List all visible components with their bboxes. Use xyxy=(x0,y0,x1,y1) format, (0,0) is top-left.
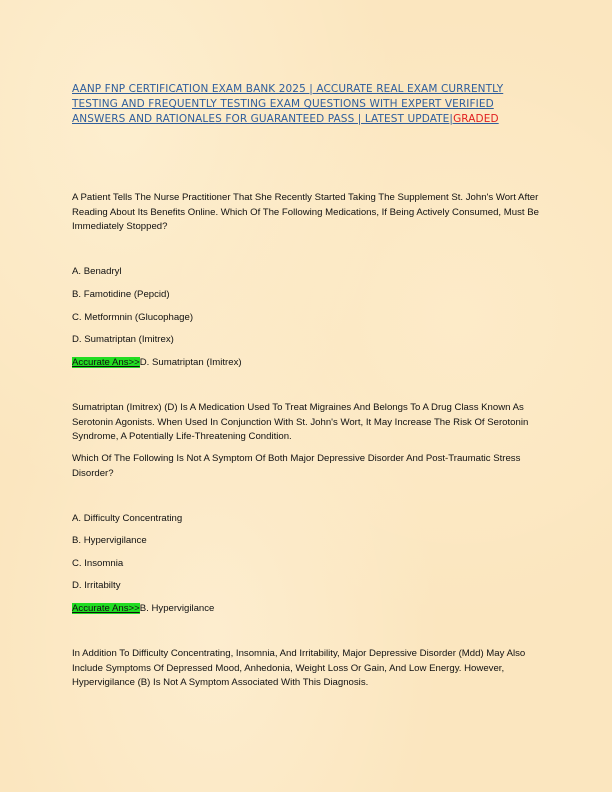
question-2-option-a: A. Difficulty Concentrating xyxy=(72,513,183,524)
question-2-option-c: C. Insomnia xyxy=(72,558,124,569)
question-1-rationale: Sumatriptan (Imitrex) (D) Is A Medication Used To Treat Migraines And Belongs To A Drug Class Known As Serotonin Agonists. When Used In Conjunction With St. John's Wort, It May Increase The Risk Of Serotonin Syndrome, A Potentially Life-Threatening Condition. xyxy=(72,402,529,443)
question-1-option-a: A. Benadryl xyxy=(72,266,122,277)
question-2-option-b: B. Hypervigilance xyxy=(72,535,147,546)
graded-label: GRADED xyxy=(453,113,499,125)
question-2-rationale: In Addition To Difficulty Concentrating, Insomnia, And Irritability, Major Depressive Disorder (Mdd) May Also Include Symptoms Of Depressed Mood, Anhedonia, Weight Loss Or Gain, And Low Energy. However, Hypervigilance (B) Is Not A Symptom Associated With This Diagnosis. xyxy=(72,648,526,689)
document-title[interactable] xyxy=(72,82,512,127)
question-1-answer xyxy=(72,356,542,371)
question-1-text: A Patient Tells The Nurse Practitioner That She Recently Started Taking The Supplement St. John's Wort After Reading About Its Benefits Online. Which Of The Following Medications, If Being Actively Consumed, Must Be Immediately Stopped? xyxy=(72,192,539,233)
question-2-text: Which Of The Following Is Not A Symptom Of Both Major Depressive Disorder And Post-Traumatic Stress Disorder? xyxy=(72,453,521,479)
question-1-option-c: C. Metformnin (Glucophage) xyxy=(72,312,194,323)
question-1-option-d: D. Sumatriptan (Imitrex) xyxy=(72,334,174,345)
answer-text: D. Sumatriptan (Imitrex) xyxy=(139,357,242,368)
answer-highlight: Accurate Ans>> xyxy=(72,357,140,368)
question-1-option-b: B. Famotidine (Pepcid) xyxy=(72,289,170,300)
answer-highlight: Accurate Ans>> xyxy=(72,603,140,614)
question-2-answer xyxy=(72,602,542,617)
question-2-option-d: D. Irritabilty xyxy=(72,580,121,591)
answer-text: B. Hypervigilance xyxy=(139,603,215,614)
title-text: AANP FNP CERTIFICATION EXAM BANK 2025 | ACCURATE REAL EXAM CURRENTLY TESTING AND FREQUENTLY TESTING EXAM QUESTIONS WITH EXPERT VERIFIED ANSWERS AND RATIONALES FOR GUARANTEED PASS | LATEST UPDATE| xyxy=(72,83,504,125)
